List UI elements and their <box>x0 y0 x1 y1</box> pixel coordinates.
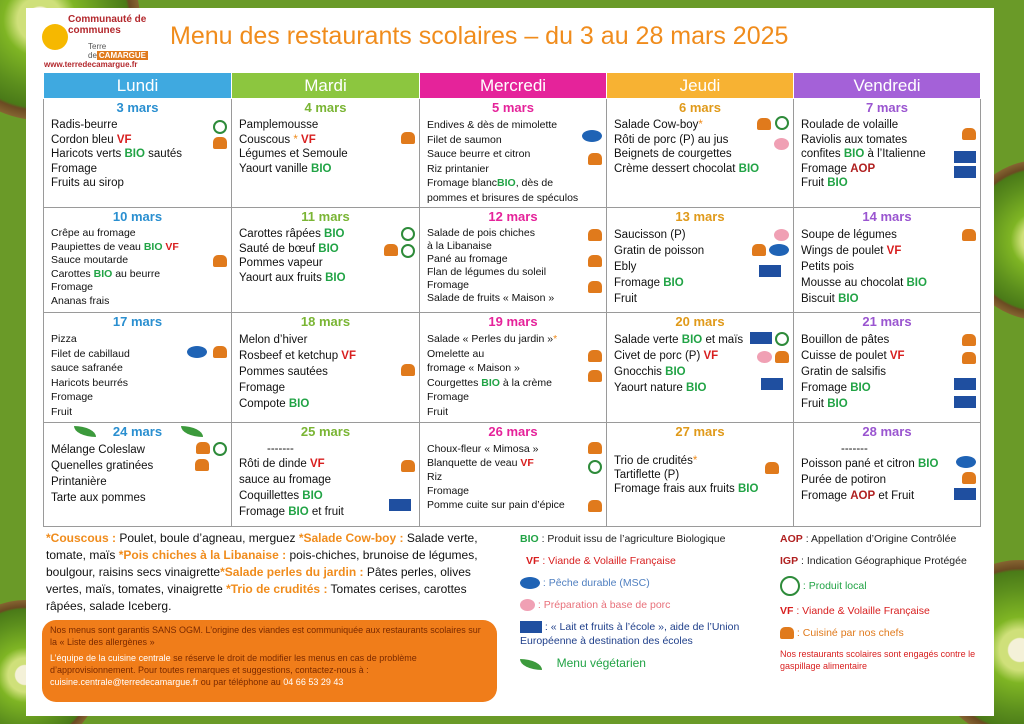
legend-igp: IGP : Indication Géographique Protégée <box>780 555 967 567</box>
legend-vf2: VF : Viande & Volaille Française <box>780 605 930 617</box>
sun-icon <box>42 24 68 50</box>
dish: Printanière <box>51 476 107 488</box>
msc-fish-icon <box>187 346 207 358</box>
dish: Rôti de porc (P) au jus <box>614 133 729 146</box>
chef-hat-icon <box>588 442 602 454</box>
dish: Flan de légumes du soleil <box>427 266 547 278</box>
eu-flag-icon <box>759 265 781 277</box>
dish: Fromage <box>51 281 94 293</box>
dish: Fruit <box>427 405 448 418</box>
eu-flag-icon <box>954 378 976 390</box>
dish: Filet de saumon <box>427 133 502 146</box>
legend-eu: : « Lait et fruits à l’école », aide de l’Union Européenne à destination des écoles <box>520 621 740 647</box>
legend-gaspi: Nos restaurants scolaires sont engagés contre le gaspillage alimentaire <box>780 649 976 671</box>
legend-chef: : Cuisiné par nos chefs <box>780 626 985 640</box>
dish: Quenelles gratinées <box>51 460 154 472</box>
eu-flag-icon <box>761 378 783 390</box>
dish: Pizza <box>51 333 77 345</box>
dish: Fromage <box>427 279 470 291</box>
menu-cell <box>44 208 232 313</box>
dish: Carottes râpées BIO <box>239 228 345 240</box>
pork-icon <box>520 599 535 611</box>
dish: Rôti de dinde VF <box>239 458 325 470</box>
dish: Gratin de poisson <box>614 245 705 257</box>
contact-email[interactable]: cuisine.centrale@terredecamargue.fr <box>50 677 199 687</box>
day-header-jeudi: Jeudi <box>607 73 794 99</box>
dish: Sauce moutarde <box>51 254 129 266</box>
dish: Melon d’hiver <box>239 334 308 346</box>
note-title: *Trio de crudités : <box>226 582 328 596</box>
menu-cell <box>420 423 607 527</box>
dish: Courgettes BIO à la crème <box>427 376 552 389</box>
chef-hat-icon <box>588 350 602 362</box>
chef-hat-icon <box>757 118 771 130</box>
eu-flag-icon <box>389 499 411 511</box>
dish: Saucisson (P) <box>614 229 686 241</box>
logo <box>34 10 164 72</box>
week-row <box>44 423 981 527</box>
dish: à la Libanaise <box>427 240 492 252</box>
eu-flag-icon <box>750 332 772 344</box>
dish: Fromage frais aux fruits BIO <box>614 483 759 495</box>
date-label: 3 mars <box>116 100 159 115</box>
local-product-icon <box>401 227 415 241</box>
dish: Choux-fleur « Mimosa » <box>427 443 539 455</box>
menu-cell <box>44 99 232 208</box>
local-product-icon <box>775 116 789 130</box>
contact-phone[interactable]: 04 66 53 29 43 <box>283 677 344 687</box>
date-label: 14 mars <box>862 209 912 224</box>
dish: Rosbeef et ketchup VF <box>239 350 356 362</box>
legend-vf: VF : Viande & Volaille Française <box>526 555 676 567</box>
day-header-mercredi: Mercredi <box>420 73 607 99</box>
eu-flag-icon <box>954 396 976 408</box>
menu-cell <box>232 313 420 423</box>
menu-cell <box>232 208 420 313</box>
date-label: 12 mars <box>488 209 538 224</box>
chef-hat-icon <box>780 627 794 639</box>
dish: Purée de potiron <box>801 474 887 486</box>
date-label: 20 mars <box>675 314 725 329</box>
dish: Beignets de courgettes <box>614 148 732 160</box>
chef-hat-icon <box>401 132 415 144</box>
legend-veg: Menu végétarien <box>520 656 765 671</box>
dish: Civet de porc (P) VF <box>614 350 719 362</box>
dish: Pommes sautées <box>239 366 328 378</box>
day-header-lundi: Lundi <box>44 73 232 99</box>
dish: Fromage BIO <box>614 277 684 289</box>
menu-cell <box>232 99 420 208</box>
dish: Biscuit BIO <box>801 293 859 305</box>
eu-flag-icon <box>954 488 976 500</box>
dish: Mousse au chocolat BIO <box>801 277 927 289</box>
leaf-icon <box>74 426 96 437</box>
note-title: *Salade Cow-boy : <box>298 531 404 545</box>
date-label: 25 mars <box>300 424 351 439</box>
eu-flag-icon <box>954 151 976 163</box>
dish: Yaourt nature BIO <box>614 382 707 394</box>
chef-hat-icon <box>213 346 227 358</box>
dish: Fruit <box>614 293 637 305</box>
day-header-mardi: Mardi <box>232 73 420 99</box>
eu-flag-icon <box>520 621 542 633</box>
legend-local: : Produit local <box>780 576 985 596</box>
date-label: 26 mars <box>488 424 538 439</box>
dish: Fromage <box>427 485 470 497</box>
separator: ------- <box>841 443 868 455</box>
eu-flag-icon <box>954 166 976 178</box>
chef-hat-icon <box>196 442 210 454</box>
note-text: Tomates cerises, carottes râpées, salade Iceberg. <box>46 582 467 613</box>
menu-cell <box>794 208 981 313</box>
dish: Salade de pois chiches <box>427 227 535 239</box>
chef-hat-icon <box>588 255 602 267</box>
date-label: 11 mars <box>301 209 350 224</box>
menu-cell <box>607 99 794 208</box>
date-label: 21 mars <box>862 314 912 329</box>
pork-icon <box>774 138 789 150</box>
week-row <box>44 208 981 313</box>
chef-hat-icon <box>962 128 976 140</box>
dish: Bouillon de pâtes <box>801 334 890 346</box>
date-label: 13 mars <box>675 209 725 224</box>
dish: Fromage AOP et Fruit <box>801 490 915 502</box>
logo-terre <box>88 42 164 60</box>
dish: Compote BIO <box>239 398 310 410</box>
local-product-icon <box>213 442 227 456</box>
chef-hat-icon <box>775 351 789 363</box>
note-title: *Pois chiches à la Libanaise : <box>118 548 287 562</box>
dish: Fromage <box>239 382 286 394</box>
chef-hat-icon <box>401 364 415 376</box>
dish: Haricots verts BIO sautés <box>51 148 183 160</box>
date-label: 24 mars <box>44 423 231 440</box>
chef-hat-icon <box>588 500 602 512</box>
logo-name: Communauté de communes <box>68 14 147 36</box>
date-label: 28 mars <box>862 424 912 439</box>
menu-cell <box>794 99 981 208</box>
dish: fromage « Maison » <box>427 362 520 374</box>
chef-hat-icon <box>588 281 602 293</box>
local-product-icon <box>213 120 227 134</box>
chef-hat-icon <box>765 462 779 474</box>
dish: sauce safranée <box>51 362 123 374</box>
dish: Fruit <box>51 405 72 418</box>
note-text: Pâtes perles, olives vertes, maïs, tomates, vinaigrette <box>46 565 471 596</box>
chef-hat-icon <box>588 370 602 382</box>
pork-icon <box>757 351 772 363</box>
dish: Salade de fruits « Maison » <box>427 292 555 304</box>
dish: Coquillettes BIO <box>239 490 323 502</box>
date-label: 27 mars <box>675 424 725 439</box>
date-label: 4 mars <box>304 100 347 115</box>
date-label: 10 mars <box>112 209 163 224</box>
date-label: 19 mars <box>488 314 538 329</box>
menu-table <box>43 72 981 527</box>
menu-cell <box>794 313 981 423</box>
dish: Paupiettes de veau BIO VF <box>51 240 179 253</box>
dish: Cordon bleu VF <box>51 133 132 146</box>
chef-hat-icon <box>962 229 976 241</box>
logo-terre-text: Terre de <box>88 42 107 60</box>
dish: Salade Cow-boy* <box>614 119 703 131</box>
legend-msc: : Pêche durable (MSC) <box>520 576 765 590</box>
chef-hat-icon <box>195 459 209 471</box>
logo-camargue-text: CAMARGUE <box>98 51 147 60</box>
note-text: Salade verte, tomate, maïs <box>46 531 478 562</box>
dish: Fromage blancBIO, dès de <box>427 177 554 189</box>
dish: Tartiflette (P) <box>614 469 680 481</box>
menu-cell <box>794 423 981 527</box>
note-text: pois-chiches, brunoise de légumes, boulgour, raisins secs vinaigrette <box>46 548 478 579</box>
dish: Salade verte BIO et maïs <box>614 334 744 346</box>
dish: Fromage <box>51 391 94 403</box>
local-product-icon <box>775 332 789 346</box>
dish: Tarte aux pommes <box>51 492 146 504</box>
dish: pommes et brisures de spéculos <box>427 191 579 204</box>
chef-hat-icon <box>752 244 766 256</box>
dish: Pamplemousse <box>239 119 319 131</box>
chef-hat-icon <box>401 460 415 472</box>
dish: Fruit BIO <box>801 177 848 189</box>
dish: Cuisse de poulet VF <box>801 350 905 362</box>
dish: Roulade de volaille <box>801 119 899 131</box>
date-label: 17 mars <box>112 314 163 329</box>
dish: Soupe de légumes <box>801 229 897 241</box>
pork-icon <box>774 229 789 241</box>
dish: Haricots beurrés <box>51 376 129 389</box>
dish: Fromage AOP <box>801 162 876 175</box>
note-title: *Couscous : <box>46 531 117 545</box>
dish: Pané au fromage <box>427 253 508 265</box>
week-row <box>44 313 981 423</box>
dish: Yaourt aux fruits BIO <box>239 271 346 284</box>
menu-cell <box>44 423 232 527</box>
chef-hat-icon <box>213 137 227 149</box>
dish: Petits pois <box>801 261 855 273</box>
dish: sauce au fromage <box>239 474 332 486</box>
leaf-icon <box>181 426 203 437</box>
dish: Ebly <box>614 261 637 273</box>
local-product-icon <box>780 576 800 596</box>
dish: Pomme cuite sur pain d’épice <box>427 499 565 511</box>
dish: Crêpe au fromage <box>51 227 136 239</box>
dish: Radis-beurre <box>51 119 118 131</box>
legend-left <box>520 532 765 679</box>
chef-hat-icon <box>213 255 227 267</box>
legend-aop: AOP : Appellation d’Origine Contrôlée <box>780 533 957 545</box>
logo-url[interactable]: www.terredecamargue.fr <box>44 60 138 69</box>
dish: Filet de cabillaud <box>51 347 130 360</box>
date-label: 6 mars <box>679 100 721 115</box>
dish: Trio de crudités* <box>614 455 698 467</box>
dish: Ananas frais <box>51 294 110 307</box>
chef-hat-icon <box>962 352 976 364</box>
msc-fish-icon <box>520 577 540 589</box>
dish: Fromage BIO <box>801 382 871 394</box>
day-header-vendredi: Vendredi <box>794 73 981 99</box>
chef-hat-icon <box>962 334 976 346</box>
dish: Omelette au <box>427 347 485 360</box>
dish: Raviolis aux tomates <box>801 133 908 146</box>
dish: Gratin de salsifis <box>801 366 887 378</box>
week-row <box>44 99 981 208</box>
msc-fish-icon <box>956 456 976 468</box>
chef-hat-icon <box>588 229 602 241</box>
dish: Riz <box>427 471 443 483</box>
note-text: Poulet, boule d’agneau, merguez <box>116 531 299 545</box>
contact-notice: L’équipe de la cuisine centrale se réserve le droit de modifier les menus en cas de problème d’approvisionnement. Pour toutes remarques et suggestions, contactez-nous à : cuisine.centrale@terredecamargue.fr ou par téléphone au 04 66 53 29 43 <box>50 653 417 687</box>
date-label: 7 mars <box>866 100 908 115</box>
chef-hat-icon <box>588 153 602 165</box>
dish: Gnocchis BIO <box>614 366 686 378</box>
dish: Riz printanier <box>427 162 489 175</box>
dish: Sauté de bœuf BIO <box>239 242 339 255</box>
msc-fish-icon <box>582 130 602 142</box>
dish: Yaourt vanille BIO <box>239 162 332 175</box>
dish: Mélange Coleslaw <box>51 444 145 456</box>
legend-bio: BIO : Produit issu de l’agriculture Biologique <box>520 533 726 545</box>
menu-cell <box>420 313 607 423</box>
dish: Fromage <box>427 391 470 403</box>
leaf-icon <box>520 659 542 670</box>
dish: Poisson pané et citron BIO <box>801 458 939 470</box>
dish: Pommes vapeur <box>239 257 323 269</box>
legend-right <box>780 532 985 680</box>
date-label: 18 mars <box>300 314 351 329</box>
separator: ------- <box>267 443 294 455</box>
chef-hat-icon <box>962 472 976 484</box>
ogm-notice: Nos menus sont garantis SANS OGM. L’origine des viandes est communiquée aux restaurants scolaires sur la « Liste des allergènes » <box>50 625 481 647</box>
dish: Fromage BIO et fruit <box>239 506 344 518</box>
menu-cell <box>607 208 794 313</box>
dish: Blanquette de veau VF <box>427 457 534 469</box>
chef-hat-icon <box>384 244 398 256</box>
dish: Fruits au sirop <box>51 177 124 189</box>
menu-cell <box>232 423 420 527</box>
info-box <box>42 620 497 702</box>
menu-cell <box>607 423 794 527</box>
menu-cell <box>44 313 232 423</box>
local-product-icon <box>401 244 415 258</box>
page-title: Menu des restaurants scolaires – du 3 au 28 mars 2025 <box>170 22 789 50</box>
dish: Salade « Perles du jardin »* <box>427 333 558 345</box>
legend-porc: : Préparation à base de porc <box>520 598 765 612</box>
dish: Crème dessert chocolat BIO <box>614 162 760 175</box>
dish: confites BIO à l’Italienne <box>801 148 926 160</box>
dish: Fruit BIO <box>801 398 848 410</box>
date-label: 5 mars <box>492 100 534 115</box>
dish: Wings de poulet VF <box>801 245 902 257</box>
recipe-notes <box>46 530 502 615</box>
menu-cell <box>420 208 607 313</box>
msc-fish-icon <box>769 244 789 256</box>
menu-cell <box>420 99 607 208</box>
dish: Légumes et Semoule <box>239 148 348 160</box>
dish: Sauce beurre et citron <box>427 148 531 160</box>
menu-cell <box>607 313 794 423</box>
dish: Endives & dès de mimolette <box>427 119 558 131</box>
note-title: *Salade perles du jardin : <box>220 565 364 579</box>
local-product-icon <box>588 460 602 474</box>
dish: Carottes BIO au beurre <box>51 267 161 280</box>
dish: Fromage <box>51 162 98 175</box>
dish: Couscous * VF <box>239 133 316 146</box>
